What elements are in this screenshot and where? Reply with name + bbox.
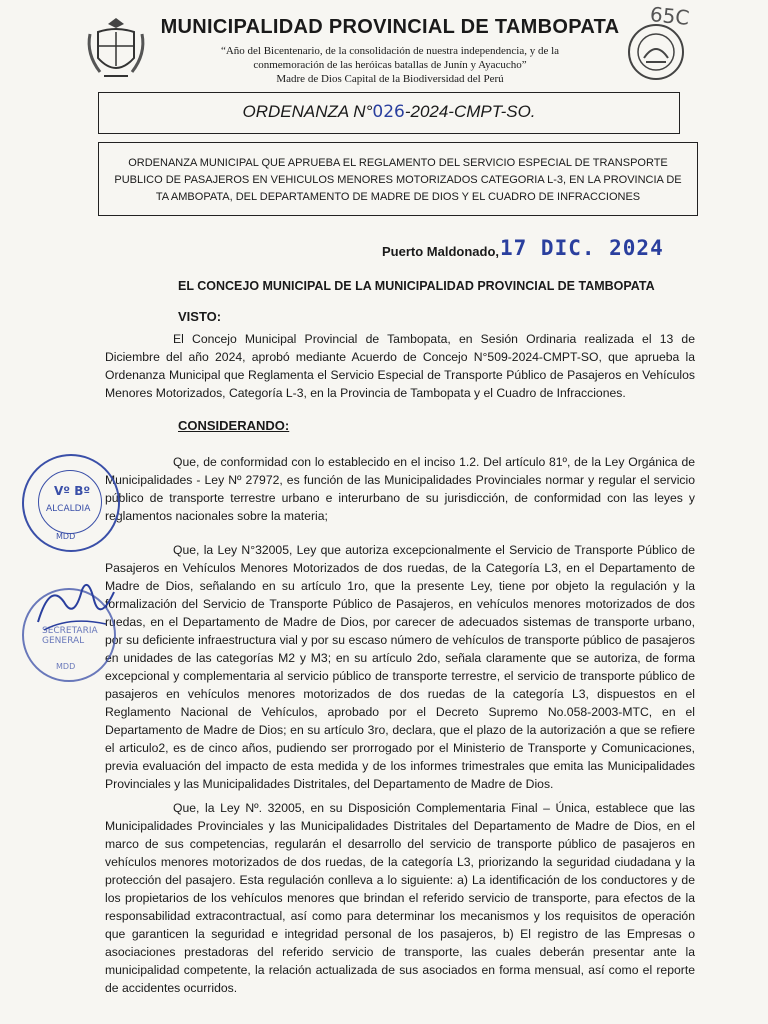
considerando-paragraph-2 xyxy=(105,541,695,793)
considerando-text-1: Que, de conformidad con lo establecido en el inciso 1.2. Del artículo 81º, de la Ley Orgánica de Municipalidades - Ley Nº 27972, es función de las Municipalidades Provinciales normar y regular el servicio público de transporte terrestre urbano e interurbano de su jurisdicción, de conformidad con las leyes y reglamentos nacionales sobre la materia; xyxy=(105,455,695,523)
stamp-sg-mdd-text: MDD xyxy=(56,662,76,671)
motto-line-3: Madre de Dios Capital de la Biodiversidad del Perú xyxy=(276,73,504,85)
considerando-text-3: Que, la Ley Nº. 32005, en su Disposición Complementaria Final – Única, establece que las Municipalidades Provinciales y las Municipalidades Distritales del Departamento de Madre de Dios, en el marco de sus competencias, regularán el desarrollo del servicio de transporte público de pasajeros en vehículos menores motorizados de dos ruedas, de la categoría L3, priorizando la seguridad ciudadana y la protección del pasajero. Esta regulación conlleva a lo siguiente: a) La identificación de los conductores y de los propietarios de los vehículos menores que brindan el referido servicio de transporte, para efectos de la responsabilidad extracontractual, así como para determinar los mecanismos y los requisitos de operación que garanticen la seguridad e integridad personal de los pasajeros, b) El registro de las Empresas o asociaciones prestadoras del referido servicio de transporte, las cuales deberán presentar ante la municipalidad competente, la relación actualizada de sus asociados en forma mensual, así como el reporte de accidentes ocurridos. xyxy=(105,801,695,995)
stamp-vb-text: Vº Bº xyxy=(54,484,91,498)
motto-line-2: conmemoración de las heróicas batallas de Junín y Ayacucho” xyxy=(253,59,527,71)
council-heading: EL CONCEJO MUNICIPAL DE LA MUNICIPALIDAD PROVINCIAL DE TAMBOPATA xyxy=(178,279,655,293)
ordinance-handwritten-number: 026 xyxy=(372,102,405,122)
stamp-mdd-text: MDD xyxy=(56,532,76,541)
considerando-paragraph-3 xyxy=(105,799,695,997)
alcaldia-approval-stamp xyxy=(22,454,120,552)
municipality-title: MUNICIPALIDAD PROVINCIAL DE TAMBOPATA xyxy=(160,16,620,38)
handwritten-mark: 65C xyxy=(648,2,691,30)
considerando-text-2: Que, la Ley N°32005, Ley que autoriza excepcionalmente el Servicio de Transporte Público de Pasajeros en Vehículos Menores Motorizados de dos ruedas, de la Categoría L3, en el Departamento de Madre de Dios, señalando en su artículo 1ro, que la presente Ley, tiene por objeto la regulación y la formalización del Servicio de Transporte Público de Pasajeros, en vehículos menores motorizados de dos ruedas, en el Departamento de Madre de Dios, por carecer de adecuados sistemas de transporte urbano, por su deficiente infraestructura vial y por su escaso número de vehículos de transporte público de pasajeros en unidades de las categorías M2 y M3; en su artículo 2do, señala claramente que se autoriza, de forma excepcional y complementaria al servicio público de transporte terrestre, el servicio de transporte público de pasajeros en vehículos menores motorizados de dos ruedas de la categoría L3, dispuestos en el Reglamento Nacional de Vehículos, aprobado por el Decreto Supremo No.058-2003-MTC, en el Departamento de Madre de Dios; en su artículo 3ro, declara, que el plazo de la autorización a que se refiere el articulo2, es de cinco años, pudiendo ser prorrogado por el Ministerio de Transporte y Comunicaciones, previa evaluación del impacto de esta medida y de los informes trimestrales que emita las Municipalidades Provinciales y las Municipalidades Distritales, del Departamento de Madre de Dios. xyxy=(105,543,695,791)
ordinance-number xyxy=(99,102,679,122)
coat-of-arms-icon xyxy=(84,14,148,86)
considerando-heading: CONSIDERANDO: xyxy=(178,418,290,433)
stamp-secretaria-text: SECRETARIA GENERAL xyxy=(42,626,98,646)
municipal-seal-icon xyxy=(626,22,686,82)
ordinance-description-box xyxy=(98,142,698,216)
date-label: Puerto Maldonado, xyxy=(382,244,499,259)
stamp-inner-ring xyxy=(38,470,102,534)
ordinance-description: ORDENANZA MUNICIPAL QUE APRUEBA EL REGLAMENTO DEL SERVICIO ESPECIAL DE TRANSPORTE PUBLICO DE PASAJEROS EN VEHICULOS MENORES MOTORIZADOS CATEGORIA L-3, EN LA PROVINCIA DE TA AMBOPATA, DEL DEPARTAMENTO DE MADRE DE DIOS Y EL CUADRO DE INFRACCIONES xyxy=(114,157,682,203)
visto-text: El Concejo Municipal Provincial de Tambopata, en Sesión Ordinaria realizada el 13 de Diciembre del año 2024, aprobó mediante Acuerdo de Concejo N°509-2024-CMPT-SO, que aprueba la Ordenanza Municipal que Reglamenta el Servicio Especial de Transporte Público de Pasajeros en Vehículos Menores Motorizados, Categoría L-3, en la Provincia de Tambopata y el Cuadro de Infracciones. xyxy=(105,332,695,400)
motto-line-1: “Año del Bicentenario, de la consolidación de nuestra independencia, y de la xyxy=(220,45,560,57)
ordinance-prefix: ORDENANZA N° xyxy=(242,102,373,121)
stamp-alcaldia-text: ALCALDIA xyxy=(46,504,91,514)
date-stamp: 17 DIC. 2024 xyxy=(500,236,664,260)
visto-paragraph xyxy=(105,330,695,402)
ordinance-number-box xyxy=(98,92,680,134)
considerando-paragraph-1 xyxy=(105,453,695,525)
ordinance-suffix: -2024-CMPT-SO. xyxy=(404,102,536,121)
visto-heading: VISTO: xyxy=(178,309,222,324)
signature-icon xyxy=(30,572,120,642)
